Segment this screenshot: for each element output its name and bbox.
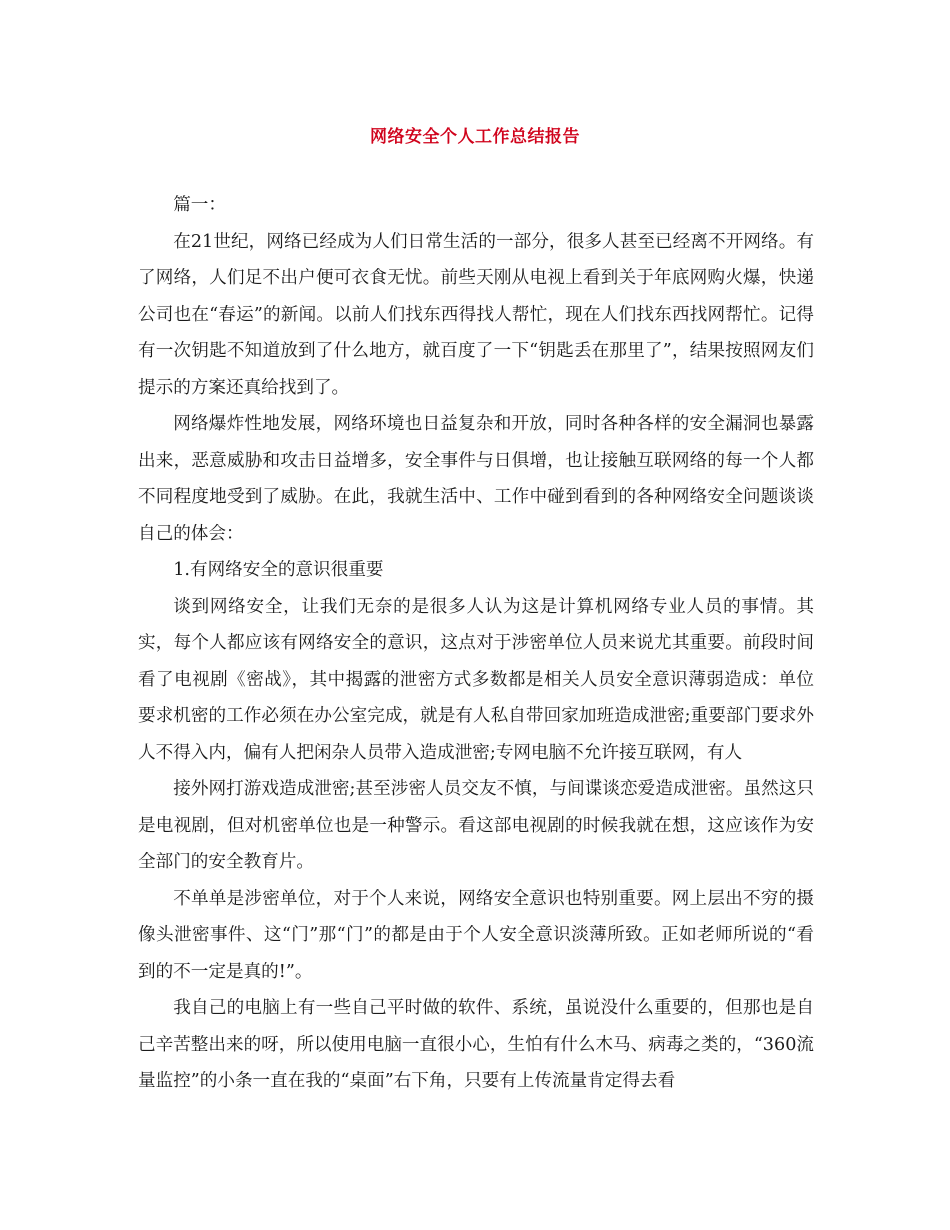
- document-body: [138, 187, 814, 1100]
- document-title: 网络安全个人工作总结报告: [370, 127, 580, 147]
- paragraph: 我自己的电脑上有一些自己平时做的软件、系统，虽说没什么重要的，但那也是自己辛苦整出来的呀，所以使用电脑一直很小心，生怕有什么木马、病毒之类的，“360流量监控”的小条一直在我的“桌面”右下角，只要有上传流量肯定得去看: [138, 998, 814, 1091]
- paragraph: 接外网打游戏造成泄密;甚至涉密人员交友不慎，与间谍谈恋爱造成泄密。虽然这只是电视剧，但对机密单位也是一种警示。看这部电视剧的时候我就在想，这应该作为安全部门的安全教育片。: [138, 779, 814, 872]
- paragraph: 网络爆炸性地发展，网络环境也日益复杂和开放，同时各种各样的安全漏洞也暴露出来，恶意威胁和攻击日益增多，安全事件与日俱增，也让接触互联网络的每一个人都不同程度地受到了威胁。在此，我就生活中、工作中碰到看到的各种网络安全问题谈谈自己的体会：: [138, 414, 814, 544]
- paragraph: 不单单是涉密单位，对于个人来说，网络安全意识也特别重要。网上层出不穷的摄像头泄密事件、这“门”那“门”的都是由于个人安全意识淡薄所致。正如老师所说的“看到的不一定是真的!”。: [138, 888, 814, 982]
- subheading: 1.有网络安全的意识很重要: [173, 560, 384, 580]
- paragraph-section-label: 篇一：: [173, 195, 226, 215]
- paragraph: 谈到网络安全，让我们无奈的是很多人认为这是计算机网络专业人员的事情。其实，每个人都应该有网络安全的意识，这点对于涉密单位人员来说尤其重要。前段时间看了电视剧《密战》，其中揭露的泄密方式多数都是相关人员安全意识薄弱造成：单位要求机密的工作必须在办公室完成，就是有人私自带回家加班造成泄密;重要部门要求外人不得入内，偏有人把闲杂人员带入造成泄密;专网电脑不允许接互联网，有人: [138, 596, 814, 763]
- paragraph: 在21世纪，网络已经成为人们日常生活的一部分，很多人甚至已经离不开网络。有了网络，人们足不出户便可衣食无忧。前些天刚从电视上看到关于年底网购火爆，快递公司也在“春运”的新闻。以前人们找东西得找人帮忙，现在人们找东西找网帮忙。记得有一次钥匙不知道放到了什么地方，就百度了一下“钥匙丢在那里了”，结果按照网友们提示的方案还真给找到了。: [138, 231, 814, 398]
